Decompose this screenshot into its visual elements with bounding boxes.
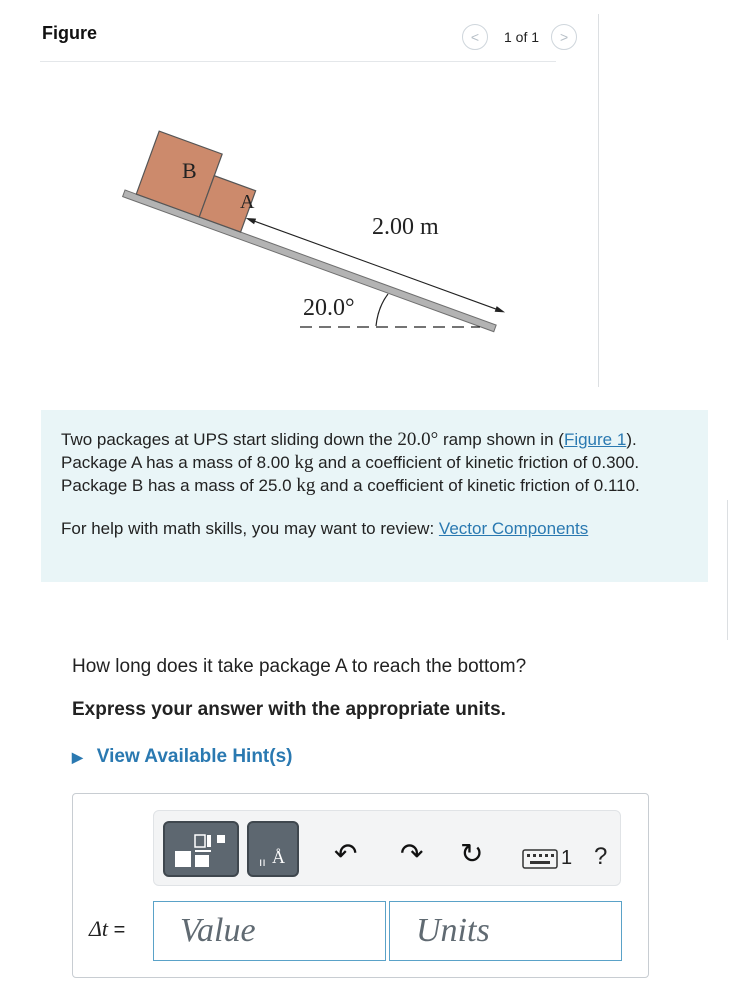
keyboard-icon [522, 849, 558, 869]
unit-kg-2: kg [296, 475, 316, 496]
figure-title: Figure [42, 23, 98, 43]
angle-label: 20.0° [303, 295, 355, 321]
hints-label: View Available Hint(s) [96, 746, 293, 767]
content-scrollbar[interactable] [727, 500, 728, 640]
help-text: For help with math skills, you may want to review: Vector Components [61, 519, 589, 538]
distance-label: 2.00 m [372, 214, 439, 240]
angstrom-icon: Å [272, 847, 285, 867]
answer-panel [72, 793, 649, 978]
delta-t-variable: Δt [89, 916, 109, 941]
math-toolbar [153, 810, 621, 886]
units-button-marks: ıı [259, 855, 266, 869]
keyboard-suffix: 1 [561, 847, 573, 869]
question-text: How long does it take package A to reach the bottom? [72, 656, 527, 677]
prev-figure-button[interactable] [462, 24, 488, 50]
next-figure-button[interactable] [551, 24, 577, 50]
fraction-template-icon [165, 823, 237, 875]
label-a: A [240, 191, 255, 213]
figure-divider [40, 61, 556, 62]
units-button[interactable] [247, 821, 299, 877]
problem-statement [41, 410, 708, 582]
label-b: B [182, 158, 197, 183]
template-button[interactable] [163, 821, 239, 877]
redo-icon[interactable]: ↷ [400, 838, 424, 869]
chevron-left-icon: < [470, 29, 480, 45]
units-input[interactable]: Units [389, 901, 622, 961]
figure-link[interactable]: Figure 1 [563, 430, 627, 449]
angle-arc [376, 294, 388, 326]
figure-pane-border [598, 14, 599, 387]
chevron-right-icon: > [559, 29, 569, 45]
instructions-text: Express your answer with the appropriate units. [72, 699, 506, 720]
distance-arrow-right [495, 306, 506, 315]
vector-components-link[interactable]: Vector Components [438, 519, 589, 538]
ramp-diagram [110, 100, 510, 350]
help-icon[interactable]: ? [594, 843, 608, 870]
hints-toggle[interactable] [72, 746, 292, 768]
answer-label: Δt = [89, 916, 126, 941]
figure-pager [462, 24, 577, 50]
pager-text: 1 of 1 [504, 29, 540, 45]
value-input[interactable]: Value [153, 901, 386, 961]
triangle-right-icon: ▶ [72, 748, 83, 765]
unit-kg: kg [294, 452, 314, 473]
reset-icon[interactable]: ↻ [460, 838, 484, 869]
problem-text: Two packages at UPS start sliding down the 20.0° ramp shown in (Figure 1). Package A has a mass of 8.00 kg and a coefficient of kinetic friction of 0.300. Package B has a mass of 25.0 kg and a coefficient of kinetic friction of 0.110. [61, 429, 640, 496]
keyboard-button[interactable] [522, 847, 572, 870]
undo-icon[interactable]: ↶ [334, 838, 358, 869]
angle-math: 20.0° [397, 429, 439, 450]
